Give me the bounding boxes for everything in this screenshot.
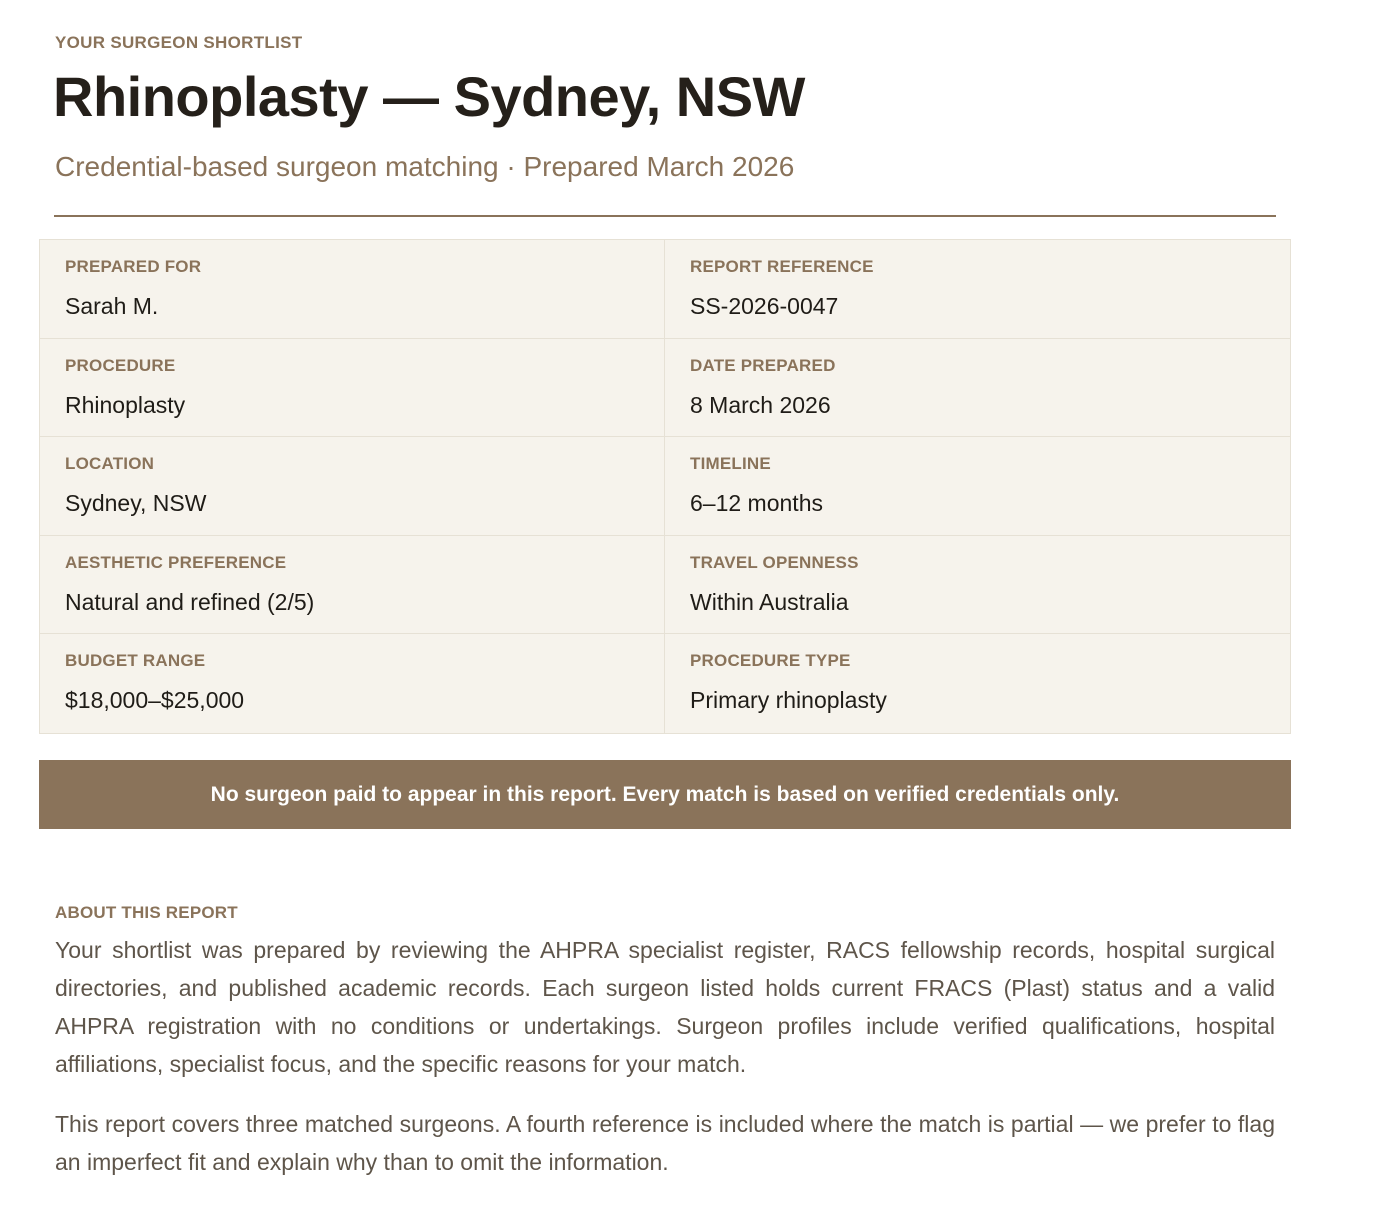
detail-label: BUDGET RANGE bbox=[65, 651, 206, 671]
page-subtitle: Credential-based surgeon matching · Prepared March 2026 bbox=[55, 151, 795, 182]
detail-value: Primary rhinoplasty bbox=[690, 687, 887, 714]
detail-location bbox=[40, 437, 665, 536]
detail-travel-openness bbox=[665, 536, 1290, 635]
detail-value: SS-2026-0047 bbox=[690, 293, 839, 319]
detail-label: AESTHETIC PREFERENCE bbox=[65, 552, 287, 572]
report-eyebrow: YOUR SURGEON SHORTLIST bbox=[55, 33, 303, 52]
detail-label: TIMELINE bbox=[690, 454, 771, 474]
detail-aesthetic-preference bbox=[40, 536, 665, 635]
page-title: Rhinoplasty — Sydney, NSW bbox=[53, 65, 805, 128]
about-paragraph: Your shortlist was prepared by reviewing the AHPRA specialist register, RACS fellowship records, hospital surgical directories, and published academic records. Each surgeon listed holds current FRACS (Plast) status and a valid AHPRA registration with no conditions or undertakings. Surgeon profiles include verified qualifications, hospital affiliations, specialist focus, and the specific reasons for your match. bbox=[55, 937, 1275, 1077]
detail-value: Within Australia bbox=[690, 588, 849, 615]
independence-notice-banner bbox=[39, 760, 1291, 829]
header-divider bbox=[54, 215, 1276, 217]
detail-budget-range bbox=[40, 634, 665, 733]
independence-notice-text: No surgeon paid to appear in this report. Every match is based on verified credentials only. bbox=[210, 782, 1120, 806]
detail-prepared-for bbox=[40, 240, 665, 339]
detail-label: LOCATION bbox=[65, 454, 155, 474]
detail-value: Natural and refined (2/5) bbox=[65, 588, 315, 615]
report-details-panel bbox=[39, 239, 1291, 734]
detail-label: REPORT REFERENCE bbox=[690, 257, 874, 276]
detail-value: 6–12 months bbox=[690, 490, 823, 517]
detail-procedure-type bbox=[665, 634, 1290, 733]
about-section-body bbox=[55, 931, 1275, 1203]
about-section-heading: ABOUT THIS REPORT bbox=[55, 903, 238, 922]
detail-value: $18,000–$25,000 bbox=[65, 687, 245, 714]
detail-value: Rhinoplasty bbox=[65, 391, 186, 418]
detail-date-prepared bbox=[665, 339, 1290, 438]
detail-label: TRAVEL OPENNESS bbox=[690, 552, 859, 572]
detail-label: PROCEDURE bbox=[65, 355, 176, 375]
detail-report-reference bbox=[665, 240, 1290, 339]
detail-value: 8 March 2026 bbox=[690, 391, 831, 418]
detail-label: PREPARED FOR bbox=[65, 257, 202, 276]
detail-value: Sydney, NSW bbox=[65, 490, 207, 517]
about-paragraph: This report covers three matched surgeons. A fourth reference is included where the match is partial — we prefer to flag an imperfect fit and explain why than to omit the information. bbox=[55, 1111, 1275, 1175]
detail-value: Sarah M. bbox=[65, 293, 159, 319]
detail-timeline bbox=[665, 437, 1290, 536]
detail-label: PROCEDURE TYPE bbox=[690, 651, 851, 671]
detail-procedure bbox=[40, 339, 665, 438]
detail-label: DATE PREPARED bbox=[690, 355, 836, 375]
